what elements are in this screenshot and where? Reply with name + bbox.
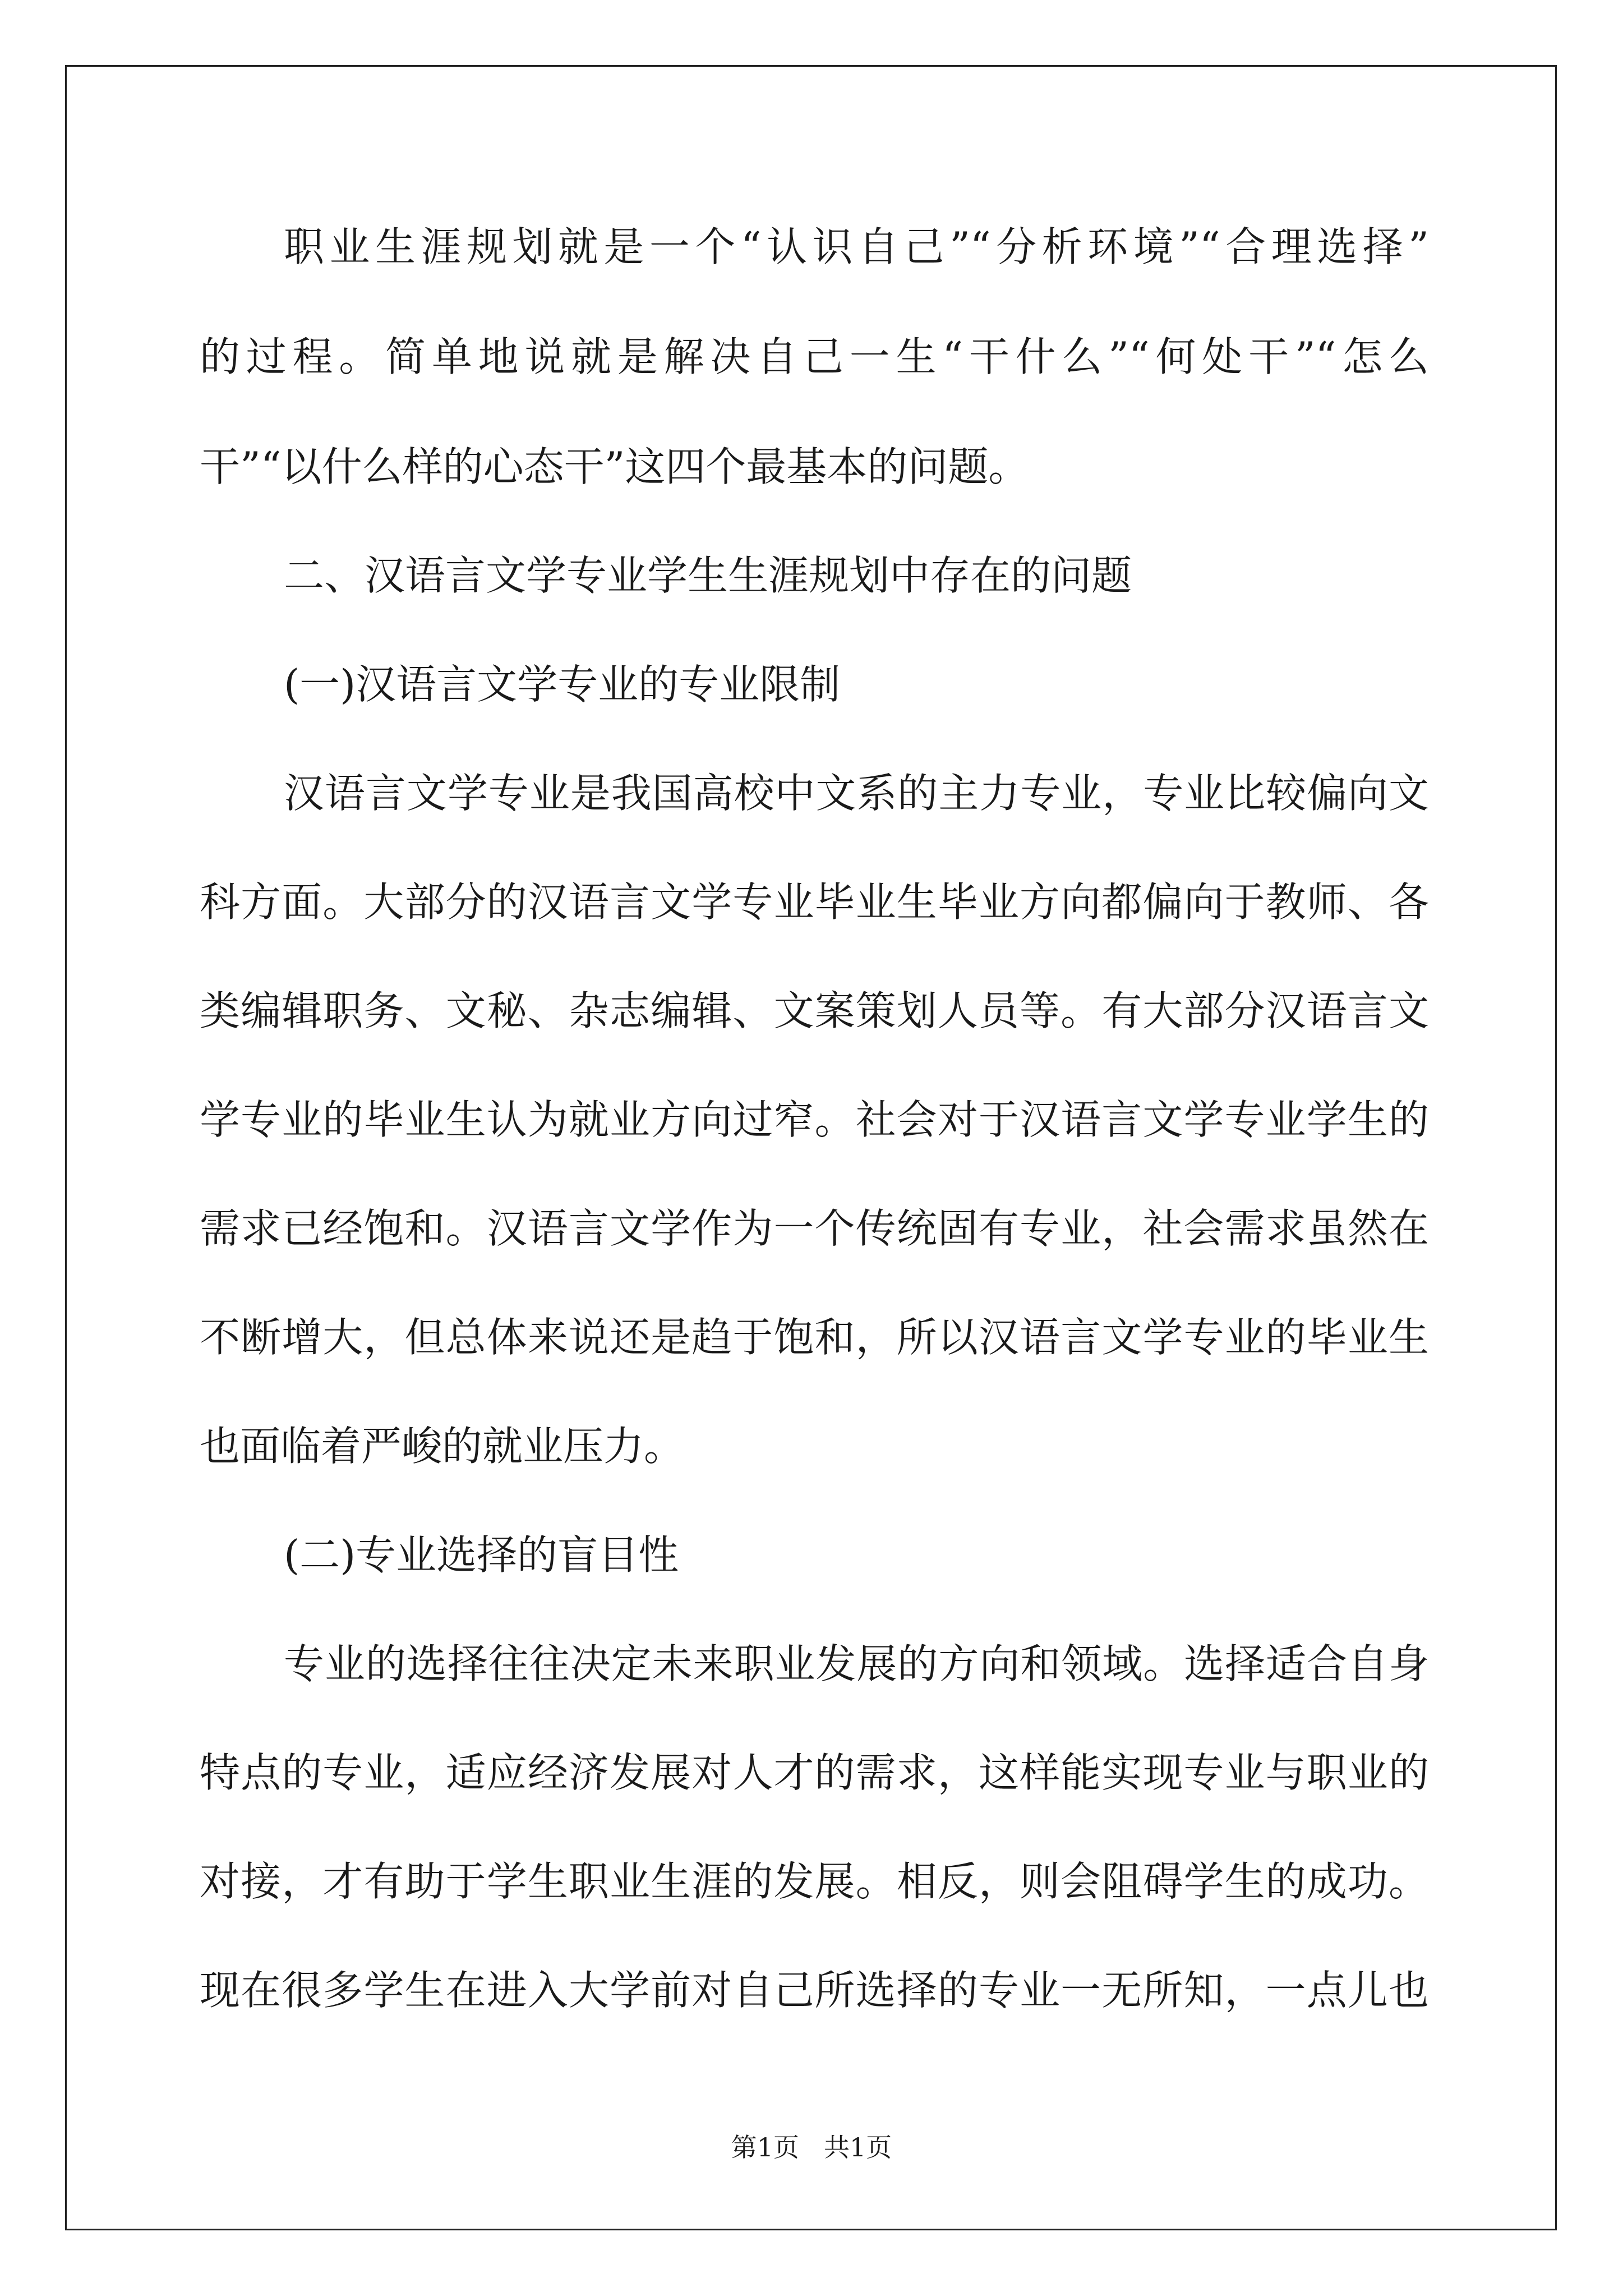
paragraph-4-line-2: 科方面。大部分的汉语言文学专业毕业生毕业方向都偏向于教师、各 bbox=[200, 878, 1429, 926]
paragraph-6-line-2: 特点的专业，适应经济发展对人才的需求，这样能实现专业与职业的 bbox=[200, 1749, 1429, 1796]
subsection-heading-1: (一)汉语言文学专业的专业限制 bbox=[284, 661, 841, 708]
paragraph-6-line-3: 对接，才有助于学生职业生涯的发展。相反，则会阻碍学生的成功。 bbox=[200, 1858, 1429, 1905]
paragraph-4-line-6: 不断增大，但总体来说还是趋于饱和，所以汉语言文学专业的毕业生 bbox=[200, 1314, 1429, 1361]
section-heading-2: 二、汉语言文学专业学生生涯规划中存在的问题 bbox=[284, 552, 1132, 599]
page-total: 共1页 bbox=[823, 2132, 892, 2162]
paragraph-6-line-4: 现在很多学生在进入大学前对自己所选择的专业一无所知，一点儿也 bbox=[200, 1967, 1429, 2014]
paragraph-4-line-7: 也面临着严峻的就业压力。 bbox=[200, 1423, 685, 1470]
page-footer bbox=[0, 2131, 1623, 2164]
subsection-heading-2: (二)专业选择的盲目性 bbox=[284, 1531, 679, 1579]
paragraph-4-line-3: 类编辑职务、文秘、杂志编辑、文案策划人员等。有大部分汉语言文 bbox=[200, 987, 1429, 1034]
paragraph-4-line-1: 汉语言文学专业是我国高校中文系的主力专业，专业比较偏向文 bbox=[284, 770, 1429, 817]
paragraph-4-line-5: 需求已经饱和。汉语言文学作为一个传统固有专业，社会需求虽然在 bbox=[200, 1205, 1429, 1252]
paragraph-1-line-1: 职业生涯规划就是一个“认识自己”“分析环境”“合理选择” bbox=[284, 223, 1429, 270]
paragraph-1-line-3: 干”“以什么样的心态干”这四个最基本的问题。 bbox=[200, 443, 1029, 490]
page-number: 第1页 bbox=[731, 2132, 800, 2162]
paragraph-1-line-2: 的过程。简单地说就是解决自己一生“干什么”“何处干”“怎么 bbox=[200, 333, 1429, 380]
paragraph-4-line-4: 学专业的毕业生认为就业方向过窄。社会对于汉语言文学专业学生的 bbox=[200, 1096, 1429, 1143]
paragraph-6-line-1: 专业的选择往往决定未来职业发展的方向和领域。选择适合自身 bbox=[284, 1640, 1429, 1687]
